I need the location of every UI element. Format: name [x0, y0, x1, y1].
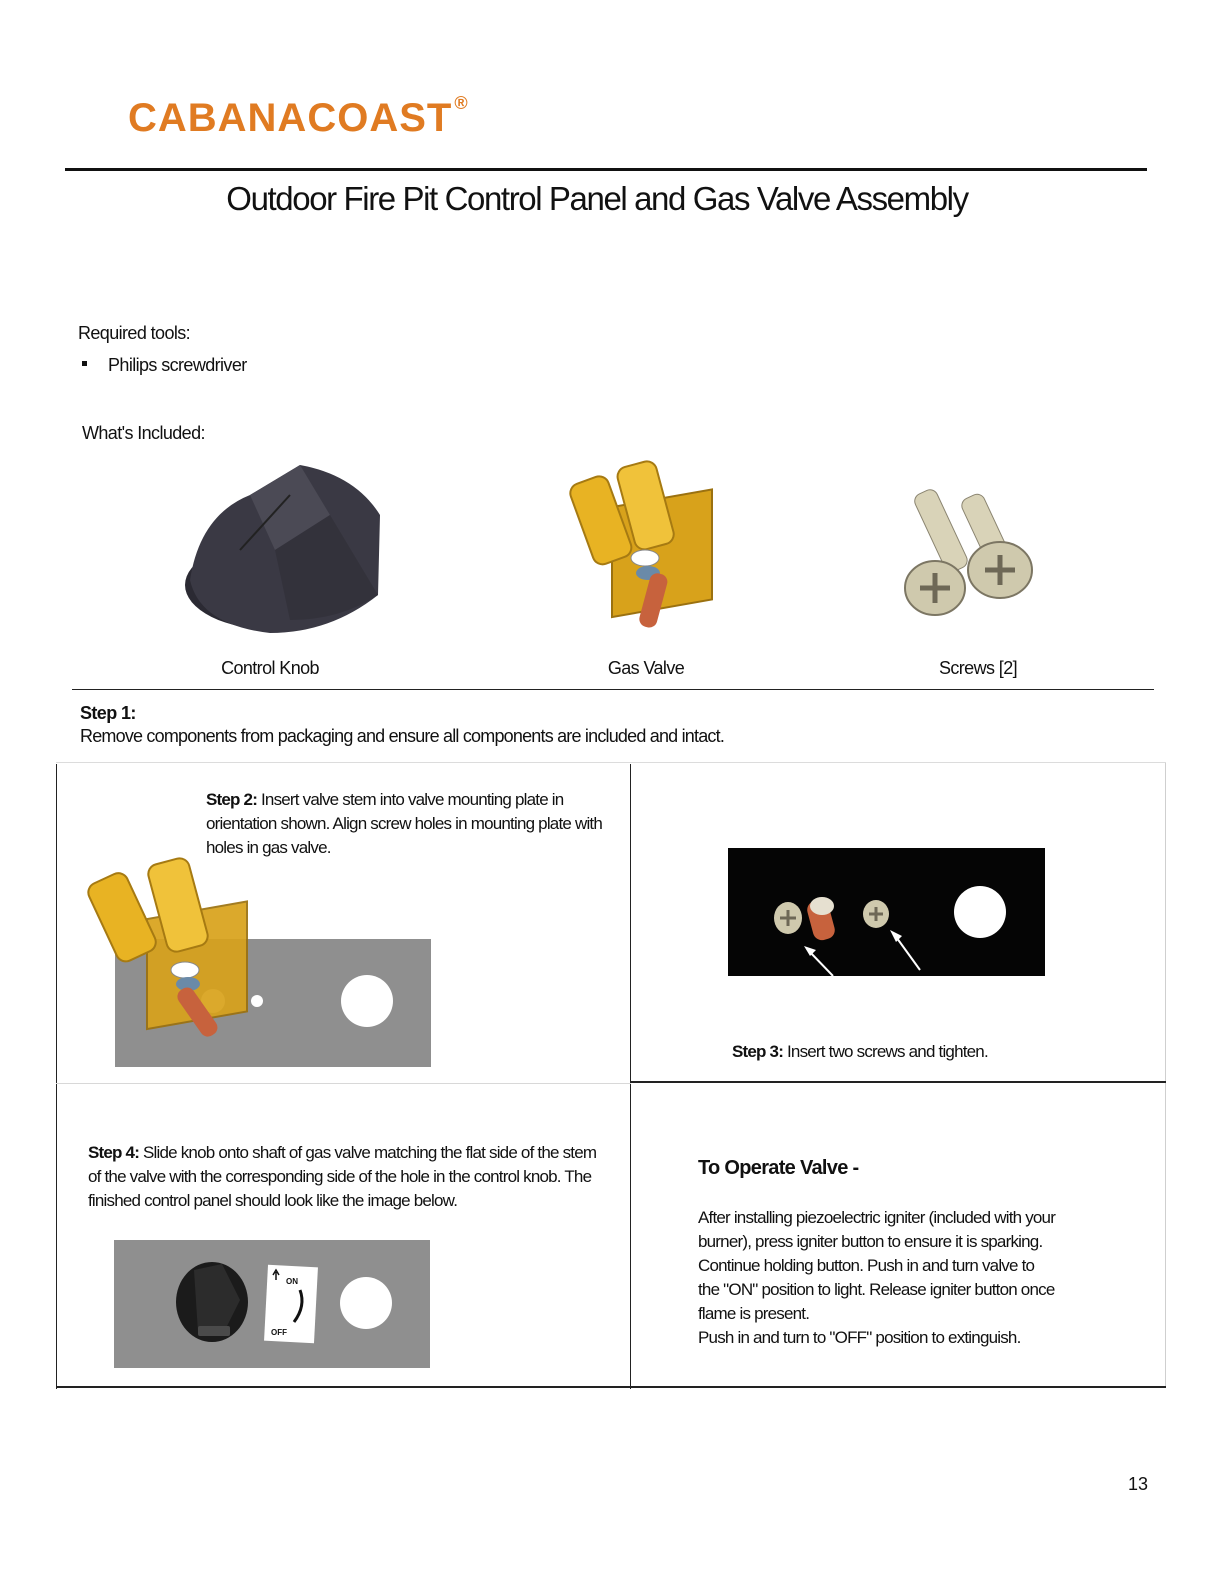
tool-item: Philips screwdriver [108, 355, 247, 375]
step2-text [206, 788, 626, 860]
operate-line: the "ON" position to light. Release igniter button once [698, 1280, 1055, 1299]
step4-body: Slide knob onto shaft of gas valve matching the flat side of the stem of the valve with the corresponding side of the hole in the control knob. The finished control panel should look like the image below. [88, 1143, 597, 1210]
screws-image [900, 488, 1045, 623]
grid-right-border [1165, 762, 1166, 1387]
included-label: What's Included: [82, 423, 205, 443]
bullet-icon [82, 361, 87, 366]
required-tools-label: Required tools: [78, 323, 191, 343]
header-rule [65, 168, 1147, 171]
caption-control-knob: Control Knob [221, 658, 319, 678]
screws-installed-image [728, 848, 1045, 976]
step2-body: Insert valve stem into valve mounting plate in orientation shown. Align screw holes in mounting plate with holes in gas valve. [206, 790, 602, 857]
finished-panel-image [114, 1240, 430, 1368]
page-title: Outdoor Fire Pit Control Panel and Gas Valve Assembly [226, 180, 968, 217]
page-number: 13 [1127, 1474, 1148, 1494]
caption-screws: Screws [2] [938, 658, 1018, 678]
step1-text: Remove components from packaging and ensure all components are included and intact. [80, 726, 725, 746]
grid-center-divider [630, 764, 631, 1389]
brand-logo [128, 93, 469, 140]
step3-body: Insert two screws and tighten. [783, 1042, 988, 1061]
operate-line: Continue holding button. Push in and turn valve to [698, 1256, 1035, 1275]
operate-line: Push in and turn to "OFF" position to extinguish. [698, 1328, 1021, 1347]
step3-label: Step 3: [732, 1042, 784, 1061]
operate-line: After installing piezoelectric igniter (included with your [698, 1208, 1056, 1227]
gas-valve-insert-image [85, 850, 260, 1045]
registered-mark: ® [454, 93, 469, 113]
section-rule [72, 689, 1154, 690]
step3-text [732, 1040, 988, 1064]
brand-name: CABANACOAST [128, 96, 453, 140]
grid-row-divider-left [56, 1083, 631, 1084]
control-knob-image [180, 455, 390, 640]
grid-bottom-border [56, 1386, 1166, 1388]
operate-line: burner), press igniter button to ensure it is sparking. [698, 1232, 1043, 1251]
operate-instructions [698, 1206, 1158, 1350]
grid-top-border [56, 762, 1166, 763]
step4-label: Step 4: [88, 1143, 140, 1162]
on-label: ON [286, 1277, 298, 1286]
grid-row-divider-right [630, 1081, 1166, 1083]
caption-gas-valve: Gas Valve [607, 658, 685, 678]
operate-heading: To Operate Valve - [698, 1157, 859, 1179]
step2-label: Step 2: [206, 790, 258, 809]
step1-heading: Step 1: [80, 703, 136, 723]
gas-valve-image [550, 438, 725, 633]
grid-left-border [56, 764, 57, 1389]
operate-line: flame is present. [698, 1304, 810, 1323]
off-label: OFF [271, 1328, 287, 1337]
step4-text [88, 1141, 608, 1213]
